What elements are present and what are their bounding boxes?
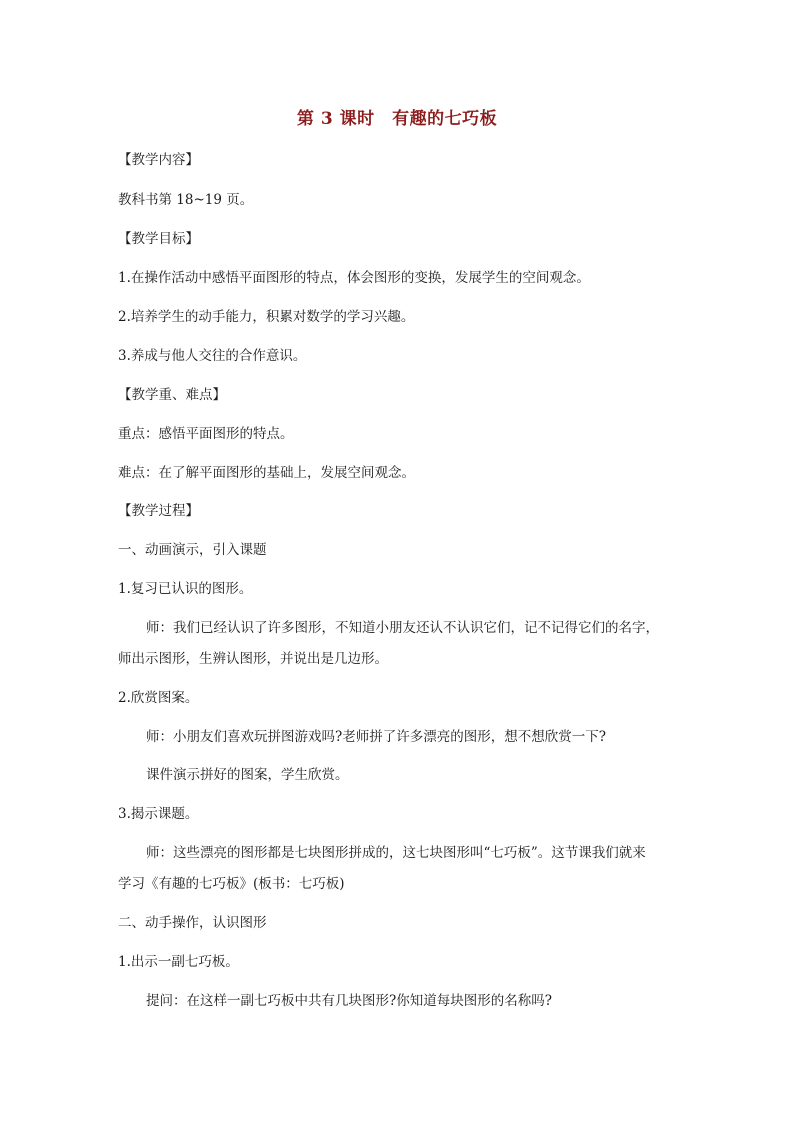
paragraph-line: 师出示图形，生辨认图形，并说出是几边形。	[118, 651, 388, 667]
process-part-1-heading: 一、动画演示，引入课题	[118, 542, 267, 558]
paragraph-line: 提问：在这样一副七巧板中共有几块图形?你知道每块图形的名称吗?	[146, 993, 552, 1009]
lesson-title: 第 3 课时 有趣的七巧板	[296, 109, 498, 129]
section-heading-key-points: 【教学重、难点】	[118, 387, 226, 403]
process-step-1: 1.复习已认识的图形。	[118, 581, 253, 597]
paragraph-line: 师：这些漂亮的图形都是七块图形拼成的，这七块图形叫“七巧板”。这节课我们就来	[146, 845, 646, 861]
paragraph-line: 师：小朋友们喜欢玩拼图游戏吗?老师拼了许多漂亮的图形，想不想欣赏一下?	[146, 729, 606, 745]
process-step-3: 3.揭示课题。	[118, 806, 199, 822]
goal-item-1: 1.在操作活动中感悟平面图形的特点，体会图形的变换，发展学生的空间观念。	[118, 270, 590, 286]
textbook-pages: 教科书第 18~19 页。	[118, 192, 254, 208]
goal-item-3: 3.养成与他人交往的合作意识。	[118, 348, 307, 364]
paragraph-line: 学习《有趣的七巧板》(板书：七巧板)	[118, 876, 345, 892]
process-step-4: 1.出示一副七巧板。	[118, 954, 239, 970]
difficult-point: 难点：在了解平面图形的基础上，发展空间观念。	[118, 465, 415, 481]
goal-item-2: 2.培养学生的动手能力，积累对数学的学习兴趣。	[118, 309, 415, 325]
process-step-2: 2.欣赏图案。	[118, 690, 199, 706]
key-point: 重点：感悟平面图形的特点。	[118, 426, 294, 442]
paragraph-line: 课件演示拼好的图案，学生欣赏。	[146, 767, 349, 783]
paragraph-line: 师：我们已经认识了许多图形，不知道小朋友还认不认识它们，记不记得它们的名字，	[146, 620, 659, 636]
section-heading-content: 【教学内容】	[118, 152, 199, 168]
section-heading-process: 【教学过程】	[118, 503, 199, 519]
section-heading-goals: 【教学目标】	[118, 231, 199, 247]
process-part-2-heading: 二、动手操作，认识图形	[118, 915, 267, 931]
